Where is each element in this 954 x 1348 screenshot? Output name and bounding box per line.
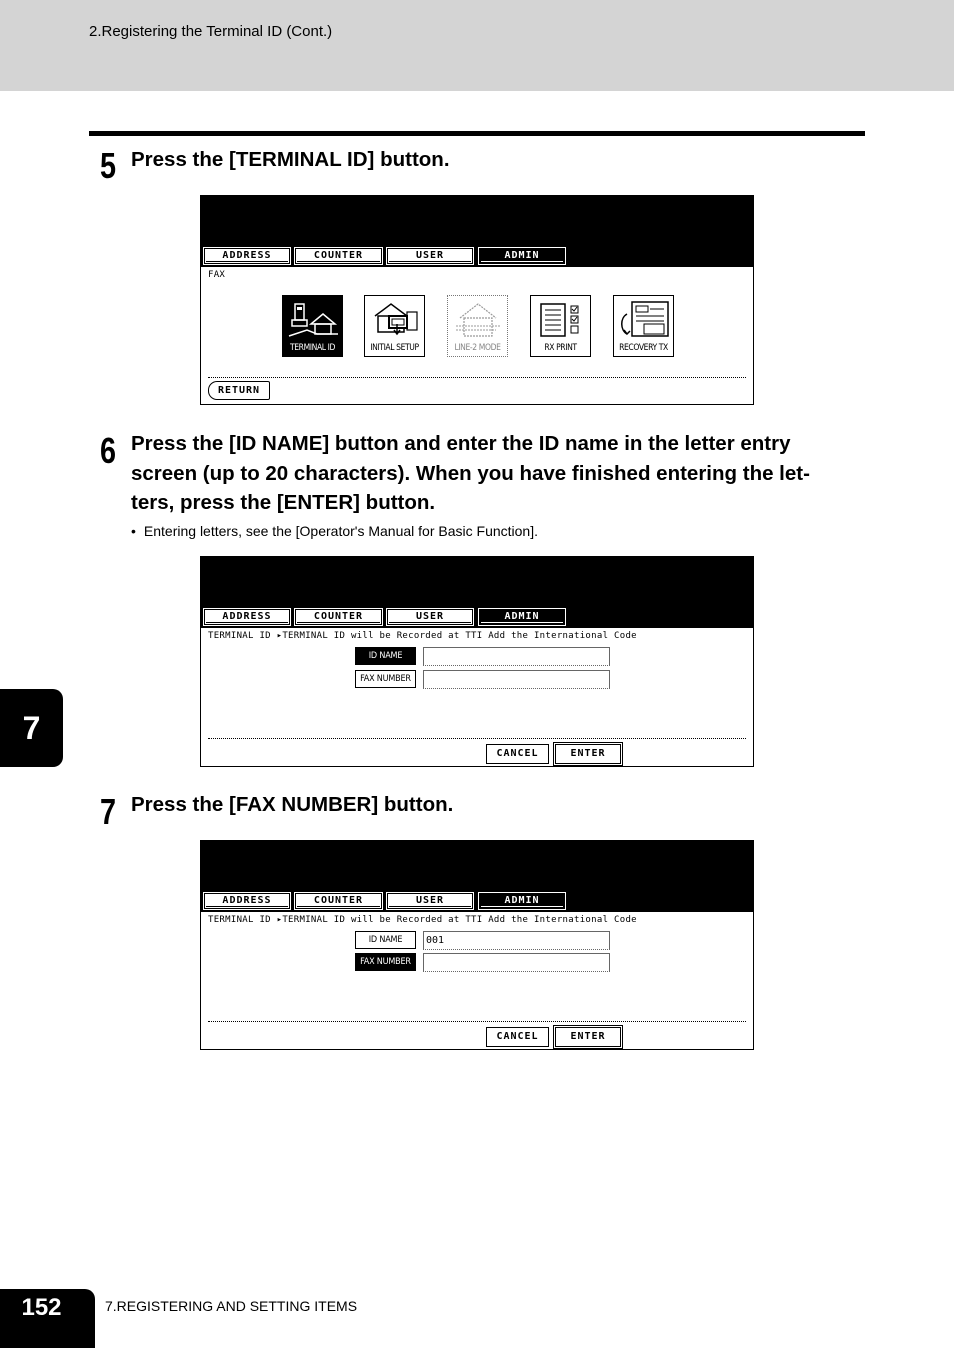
- screen-terminal-id-2: [200, 840, 754, 1050]
- icon-label: INITIAL SETUP: [370, 343, 419, 353]
- divider: [208, 377, 746, 378]
- step-6-title: [131, 429, 810, 518]
- screen-terminal-id-1: [200, 556, 754, 767]
- cancel-button[interactable]: CANCEL: [486, 744, 549, 764]
- tab-address[interactable]: ADDRESS: [204, 609, 290, 625]
- enter-button[interactable]: ENTER: [555, 744, 621, 764]
- rx-print-button[interactable]: [530, 295, 591, 357]
- chapter-side-tab: 7: [0, 689, 63, 767]
- step-5-title: Press the [TERMINAL ID] button.: [131, 148, 450, 171]
- tab-admin[interactable]: ADMIN: [479, 609, 565, 625]
- tab-user[interactable]: USER: [387, 609, 473, 625]
- tab-admin[interactable]: ADMIN: [479, 248, 565, 264]
- tab-address[interactable]: ADDRESS: [204, 248, 290, 264]
- tab-admin[interactable]: ADMIN: [479, 893, 565, 909]
- page-header: [0, 0, 954, 91]
- line-2-mode-button[interactable]: [447, 295, 508, 357]
- tab-counter[interactable]: COUNTER: [295, 248, 382, 264]
- tab-address[interactable]: ADDRESS: [204, 893, 290, 909]
- fax-number-field[interactable]: [423, 953, 610, 972]
- id-name-field[interactable]: 001: [423, 931, 610, 950]
- tab-user[interactable]: USER: [387, 248, 473, 264]
- icon-label: RX PRINT: [544, 343, 577, 353]
- step-7-title: Press the [FAX NUMBER] button.: [131, 793, 454, 816]
- recovery-tx-button[interactable]: [613, 295, 674, 357]
- section-rule: [89, 131, 865, 136]
- cancel-button[interactable]: CANCEL: [486, 1027, 549, 1047]
- terminal-id-icon: [287, 300, 340, 340]
- screen-crumb: FAX: [208, 270, 226, 280]
- tab-user[interactable]: USER: [387, 893, 473, 909]
- icon-label: LINE-2 MODE: [454, 343, 501, 353]
- step-6-line: ters, press the [ENTER] button.: [131, 491, 436, 514]
- initial-setup-button[interactable]: [364, 295, 425, 357]
- footer-chapter-title: 7.REGISTERING AND SETTING ITEMS: [105, 1298, 358, 1314]
- screen-fax-menu: [200, 195, 754, 405]
- icon-label: TERMINAL ID: [289, 343, 336, 353]
- step-6-note: [131, 523, 538, 539]
- tab-counter[interactable]: COUNTER: [295, 893, 382, 909]
- rx-print-icon: [535, 300, 588, 340]
- step-5-number: 5: [100, 145, 117, 186]
- screen-crumb: TERMINAL ID ▸TERMINAL ID will be Recorded at TTI Add the International Code: [208, 915, 637, 925]
- enter-button[interactable]: ENTER: [555, 1027, 621, 1047]
- step-7-number: 7: [100, 791, 117, 832]
- screen-crumb: TERMINAL ID ▸TERMINAL ID will be Recorded at TTI Add the International Code: [208, 631, 637, 641]
- step-6-number: 6: [100, 430, 117, 471]
- divider: [208, 1021, 746, 1022]
- tab-counter[interactable]: COUNTER: [295, 609, 382, 625]
- header-breadcrumb: 2.Registering the Terminal ID (Cont.): [89, 23, 333, 40]
- step-6-line: screen (up to 20 characters). When you have finished entering the let-: [131, 461, 810, 485]
- page-number: 152: [0, 1289, 95, 1348]
- terminal-id-button[interactable]: [282, 295, 343, 357]
- fax-number-button[interactable]: FAX NUMBER: [355, 670, 416, 688]
- step-6-line: Press the [ID NAME] button and enter the ID name in the letter entry: [131, 432, 791, 455]
- note-text: Entering letters, see the [Operator's Manual for Basic Function].: [143, 523, 538, 539]
- id-name-button[interactable]: ID NAME: [355, 647, 416, 665]
- id-name-button[interactable]: ID NAME: [355, 931, 416, 949]
- initial-setup-icon: [369, 300, 422, 340]
- note-bullet: •: [131, 523, 136, 539]
- line-2-mode-icon: [452, 300, 505, 340]
- fax-number-button[interactable]: FAX NUMBER: [355, 953, 416, 971]
- id-name-field[interactable]: [423, 647, 610, 666]
- recovery-tx-icon: [618, 300, 671, 340]
- divider: [208, 738, 746, 739]
- icon-label: RECOVERY TX: [619, 343, 668, 353]
- return-button[interactable]: RETURN: [208, 381, 270, 400]
- fax-number-field[interactable]: [423, 670, 610, 689]
